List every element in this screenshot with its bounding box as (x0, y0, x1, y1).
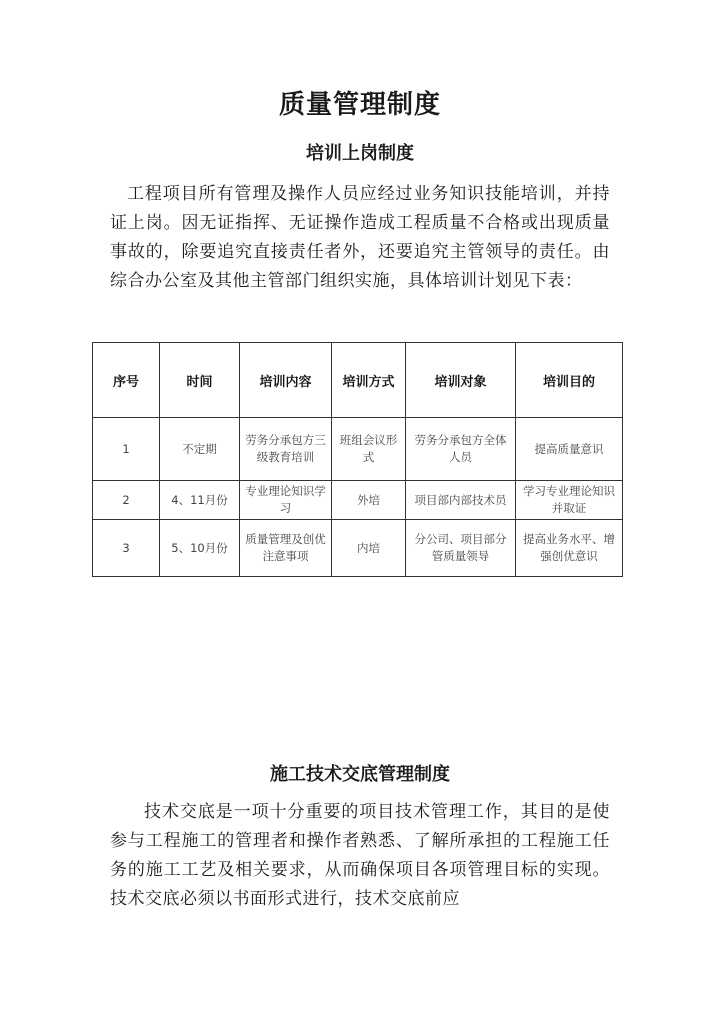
table-cell: 劳务分承包方全体人员 (406, 418, 516, 481)
table-cell: 分公司、项目部分管质量领导 (406, 520, 516, 577)
table-row (93, 520, 623, 577)
training-plan-table (92, 342, 623, 577)
table-cell: 2 (93, 481, 160, 520)
header-cell-purpose: 培训目的 (516, 343, 623, 418)
table-cell: 内培 (332, 520, 406, 577)
table-cell: 不定期 (160, 418, 240, 481)
table-cell: 专业理论知识学习 (240, 481, 332, 520)
table-cell: 1 (93, 418, 160, 481)
section-title-technical-disclosure: 施工技术交底管理制度 (270, 764, 450, 785)
technical-disclosure-paragraph: 技术交底是一项十分重要的项目技术管理工作，其目的是使参与工程施工的管理者和操作者熟悉、了解所承担的工程施工任务的施工工艺及相关要求，从而确保项目各项管理目标的实现。技术交底必须以书面形式进行，技术交底前应 (110, 802, 610, 909)
page-title: 质量管理制度 (278, 90, 441, 120)
header-cell-time: 时间 (160, 343, 240, 418)
table-cell: 5、10月份 (160, 520, 240, 577)
table-cell: 质量管理及创优注意事项 (240, 520, 332, 577)
table-cell: 4、11月份 (160, 481, 240, 520)
header-cell-index: 序号 (93, 343, 160, 418)
header-cell-target: 培训对象 (406, 343, 516, 418)
table-header-row (93, 343, 623, 418)
header-cell-method: 培训方式 (332, 343, 406, 418)
section-title-training: 培训上岗制度 (306, 143, 414, 164)
table-row (93, 481, 623, 520)
table-cell: 3 (93, 520, 160, 577)
training-paragraph: 工程项目所有管理及操作人员应经过业务知识技能培训，并持证上岗。因无证指挥、无证操作造成工程质量不合格或出现质量事故的，除要追究直接责任者外，还要追究主管领导的责任。由综合办公室及其他主管部门组织实施，具体培训计划见下表： (110, 184, 610, 291)
table-cell: 提高业务水平、增强创优意识 (516, 520, 623, 577)
table-cell: 劳务分承包方三级教育培训 (240, 418, 332, 481)
table-cell: 学习专业理论知识并取证 (516, 481, 623, 520)
table-cell: 提高质量意识 (516, 418, 623, 481)
table-cell: 班组会议形式 (332, 418, 406, 481)
header-cell-content: 培训内容 (240, 343, 332, 418)
table-cell: 外培 (332, 481, 406, 520)
table-cell: 项目部内部技术员 (406, 481, 516, 520)
table-row (93, 418, 623, 481)
